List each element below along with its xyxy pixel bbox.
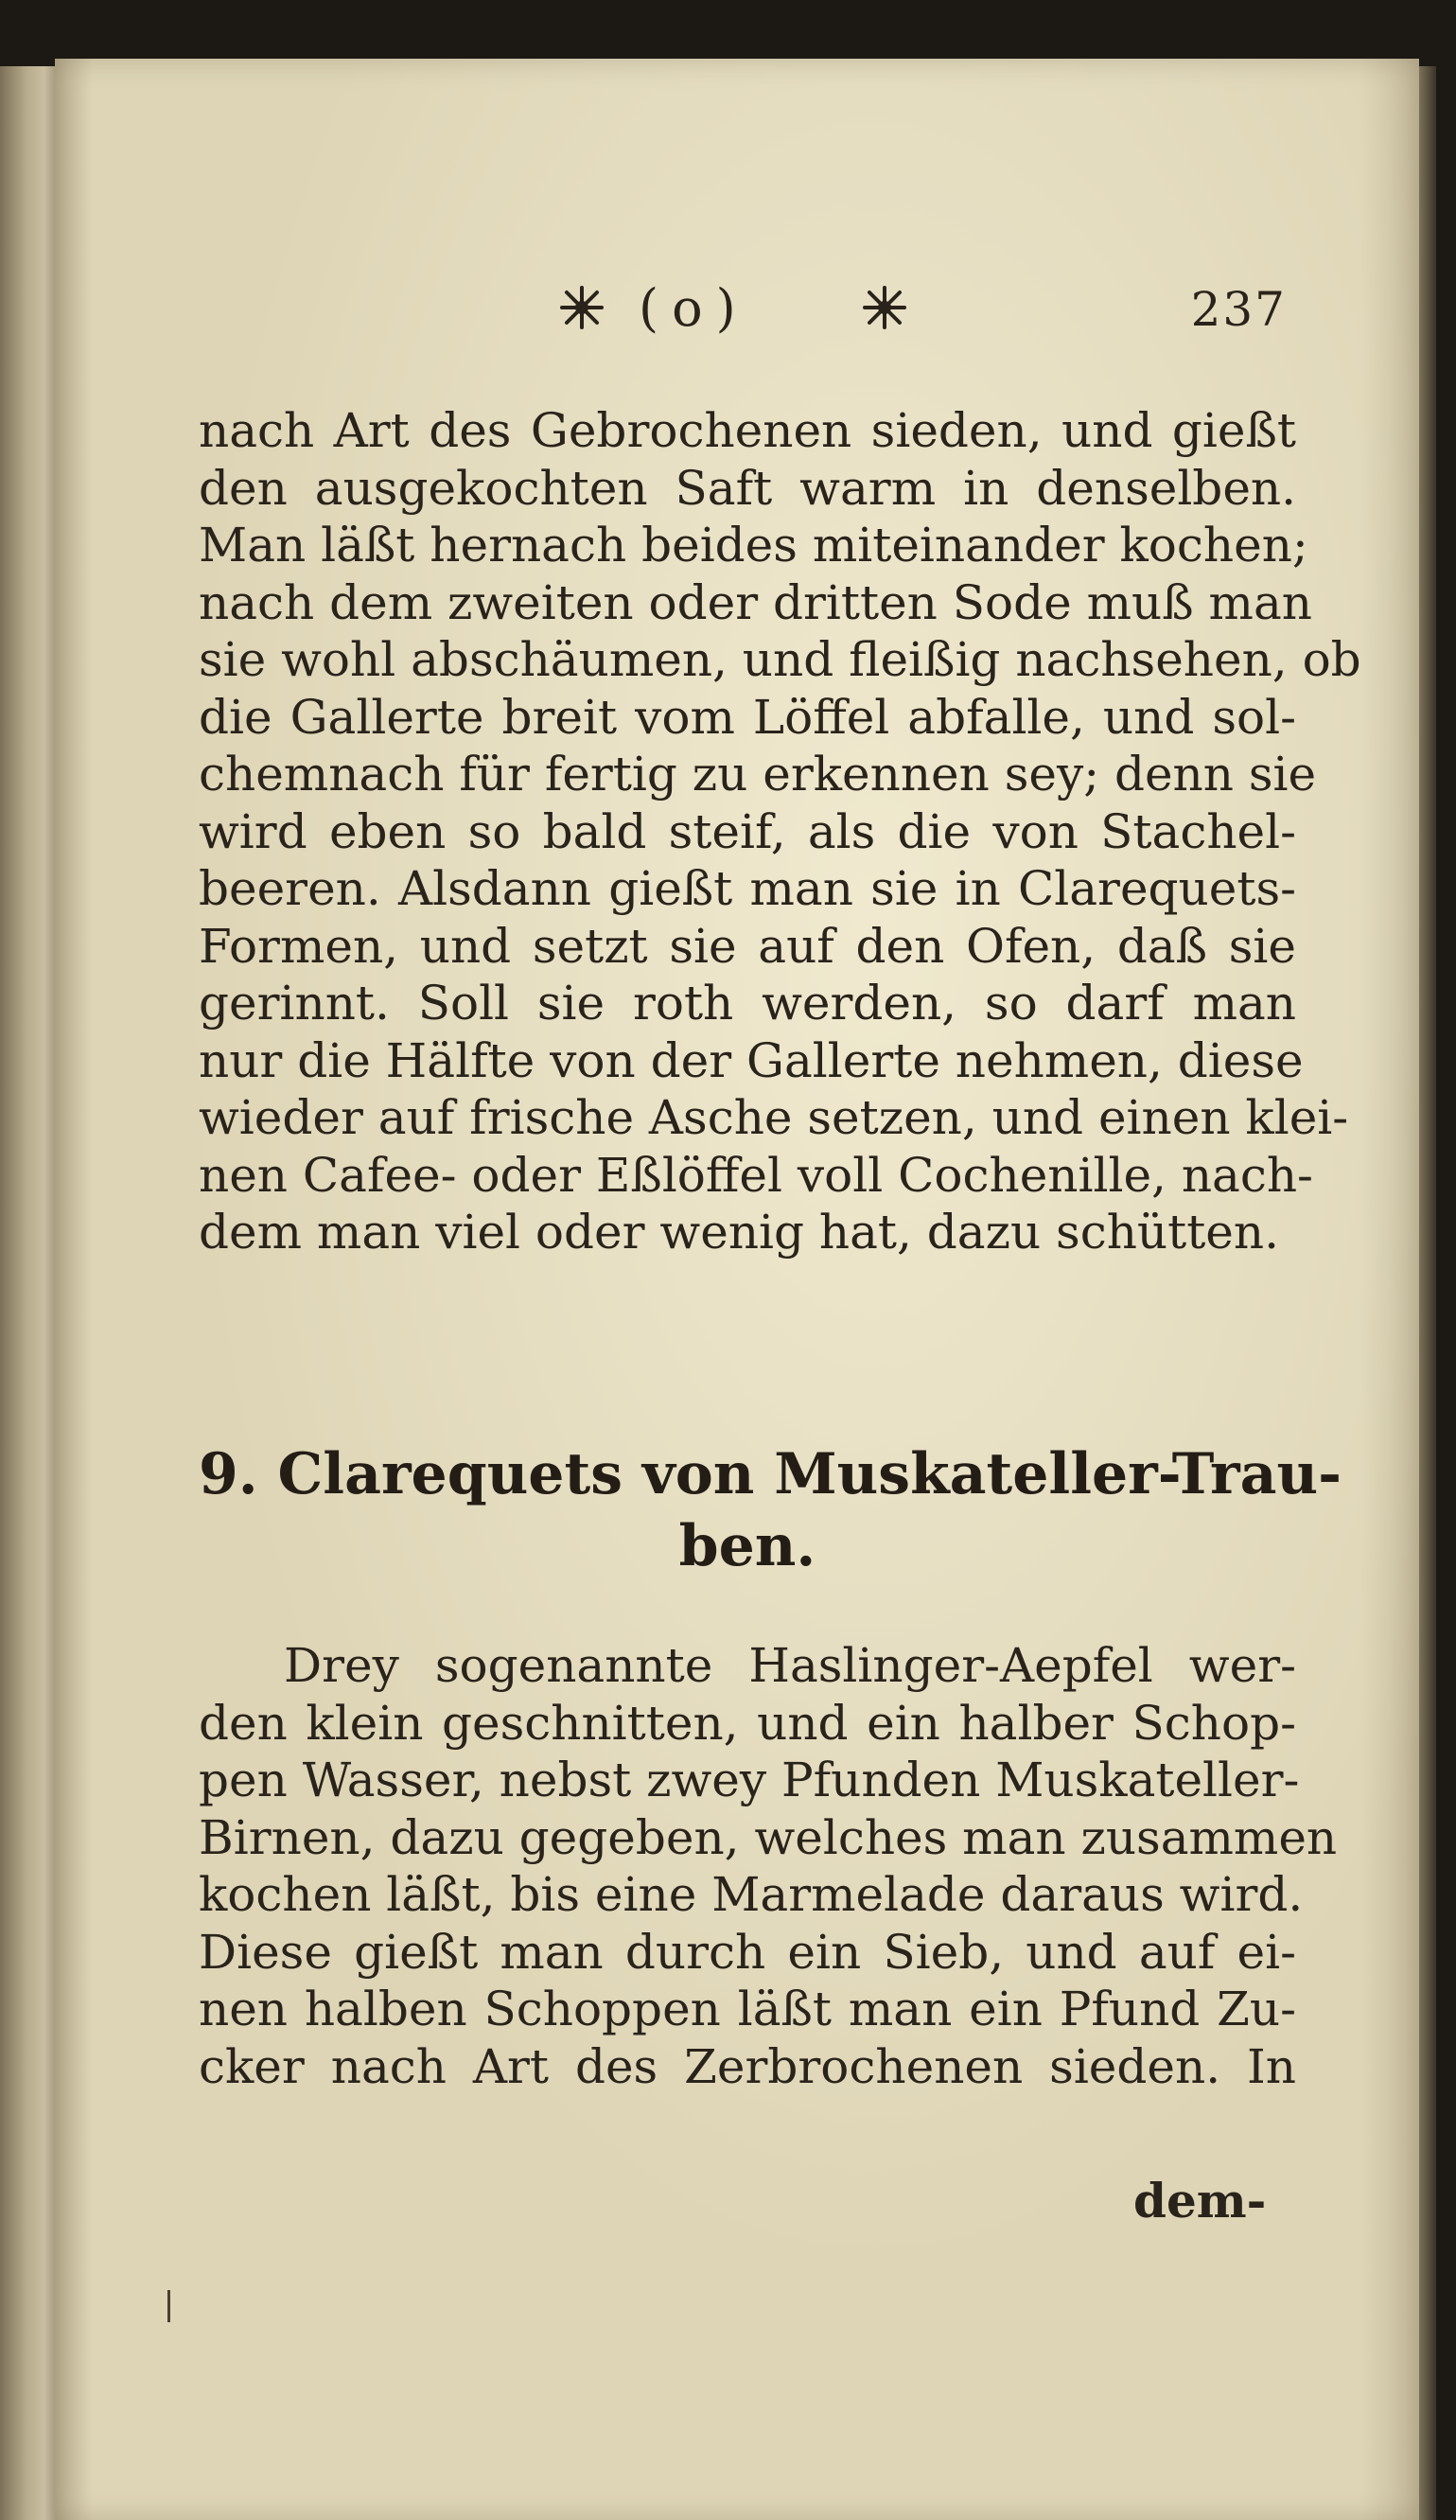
text-line: cker nach Art des Zerbrochenen sieden. In	[199, 2038, 1296, 2094]
previous-page-edge	[0, 66, 59, 2520]
running-header	[511, 274, 1287, 360]
heading-line: ben.	[678, 1513, 816, 1579]
header-center-mark: (o)	[639, 278, 749, 338]
paragraph-continued	[199, 402, 1361, 1261]
text-line: nach Art des Gebrochenen sieden, und gießt	[199, 403, 1296, 458]
catchword: dem-	[1133, 2173, 1267, 2229]
text-line: nach dem zweiten oder dritten Sode muß man	[199, 574, 1312, 630]
text-line: Diese gießt man durch ein Sieb, und auf ei-	[199, 1924, 1296, 1980]
text-line: nen halben Schoppen läßt man ein Pfund Zu-	[199, 1982, 1296, 2036]
margin-mark	[167, 2290, 170, 2322]
text-line: chemnach für fertig zu erkennen sey; denn sie	[199, 747, 1317, 802]
heading-line: 9. Clarequets von Muskateller-Trau-	[199, 1441, 1342, 1507]
text-line: beeren. Alsdann gießt man sie in Clarequets-	[199, 861, 1296, 916]
text-line: nen Cafee- oder Eßlöffel voll Cochenille, nach-	[199, 1147, 1313, 1203]
text-line: den ausgekochten Saft warm in denselben.	[199, 460, 1296, 516]
text-line: dem man viel oder wenig hat, dazu schütten.	[199, 1205, 1279, 1260]
page-edge-shadow	[1419, 66, 1436, 2520]
text-line: Birnen, dazu gegeben, welches man zusammen	[199, 1809, 1338, 1865]
text-line: Formen, und setzt sie auf den Ofen, daß sie	[199, 918, 1296, 974]
text-line: pen Wasser, nebst zwey Pfunden Muskateller-	[199, 1753, 1300, 1807]
text-line: Drey sogenannte Haslinger-Aepfel wer-	[284, 1638, 1296, 1693]
text-line: wird eben so bald steif, als die von Stachel-	[199, 803, 1296, 859]
recipe-heading	[199, 1438, 1342, 1582]
text-line: nur die Hälfte von der Gallerte nehmen, diese	[199, 1032, 1304, 1088]
text-line: wieder auf frische Asche setzen, und einen klei-	[199, 1090, 1349, 1145]
page-number: 237	[1190, 282, 1287, 337]
flower-ornament-icon	[861, 284, 908, 331]
text-line: gerinnt. Soll sie roth werden, so darf man	[199, 976, 1296, 1031]
recipe-paragraph	[199, 1637, 1338, 2095]
text-line: sie wohl abschäumen, und fleißig nachsehen, ob	[199, 632, 1361, 687]
text-line: kochen läßt, bis eine Marmelade daraus wird.	[199, 1867, 1304, 1922]
text-line: Man läßt hernach beides miteinander kochen;	[199, 518, 1308, 573]
text-line: den klein geschnitten, und ein halber Schop-	[199, 1695, 1296, 1751]
flower-ornament-icon	[558, 284, 605, 331]
text-line: die Gallerte breit vom Löffel abfalle, und sol-	[199, 689, 1296, 745]
